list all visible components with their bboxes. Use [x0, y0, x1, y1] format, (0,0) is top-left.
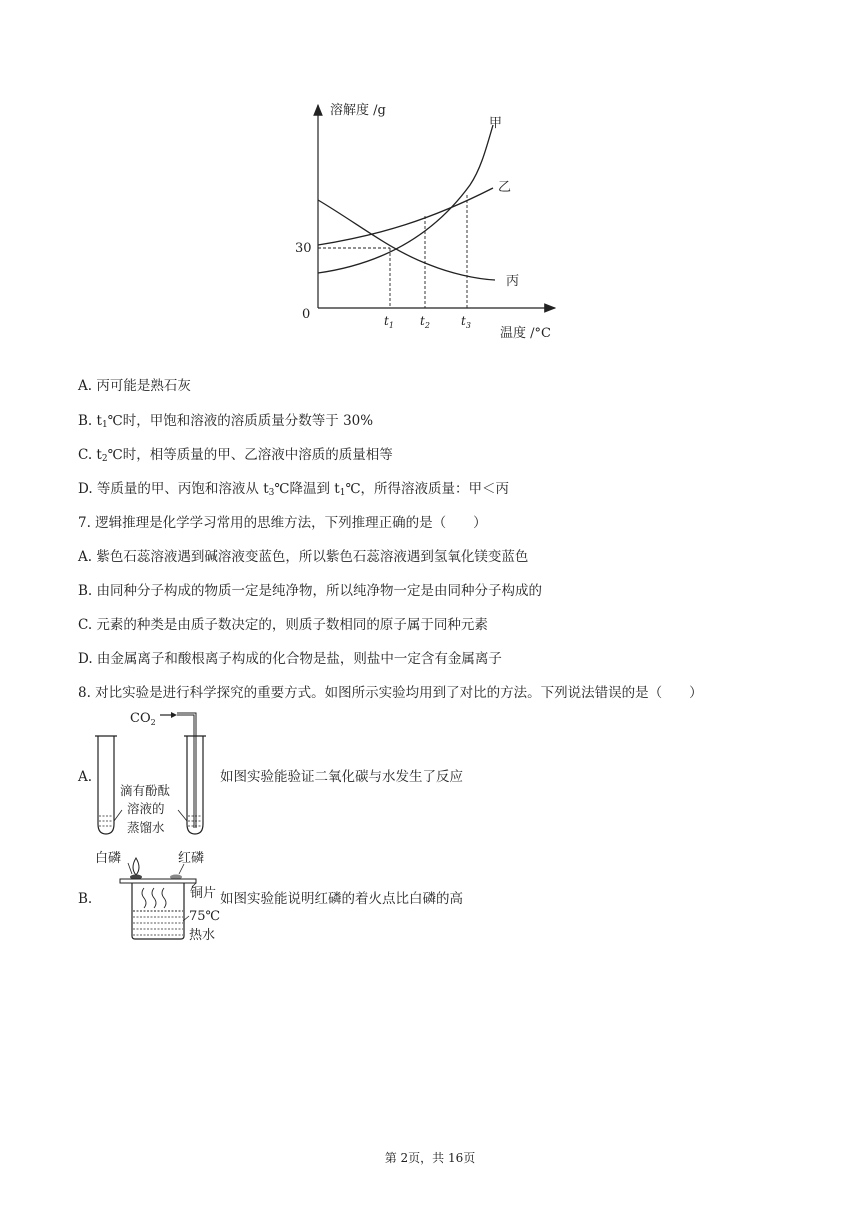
x-tick-t1: $t_1$ [384, 314, 394, 330]
solubility-chart [280, 95, 590, 345]
origin-label: 0 [302, 307, 311, 322]
q8-option-b-letter: B. [78, 891, 93, 907]
x-tick-t2: $t_2$ [420, 314, 430, 330]
q8-stem: 8. 对比实验是进行科学探究的重要方式。如图所示实验均用到了对比的方法。下列说法错误的是（ ） [78, 685, 703, 701]
q6-option-b: B. $t_1℃$时，甲饱和溶液的溶质质量分数等于 30% [78, 413, 374, 430]
label-jia: 甲 [489, 116, 503, 131]
q8-option-b-text: 如图实验能说明红磷的着火点比白磷的高 [220, 891, 463, 907]
y-axis-label: 溶解度 /g [330, 103, 386, 118]
copper-label: 铜片 [190, 886, 217, 901]
copper-plate [120, 879, 196, 883]
q7-option-b: B. 由同种分子构成的物质一定是纯净物，所以纯净物一定是由同种分子构成的 [78, 583, 543, 599]
left-test-tube [98, 736, 114, 834]
figure-phosphorus-beaker [92, 846, 222, 946]
red-p-label: 红磷 [178, 851, 205, 866]
q7-option-c: C. 元素的种类是由质子数决定的，则质子数相同的原子属于同种元素 [78, 617, 488, 633]
liquid-label-2: 溶液的 [127, 801, 165, 816]
temp-label: 75℃ [189, 909, 221, 924]
delivery-tube [177, 714, 195, 828]
figure-co2-test-tubes [92, 706, 217, 838]
page-footer: 第 2页，共 16页 [384, 1151, 476, 1165]
flame-icon [133, 858, 139, 875]
q8-option-a-text: 如图实验能验证二氧化碳与水发生了反应 [220, 769, 463, 785]
q7-stem: 7. 逻辑推理是化学学习常用的思维方法，下列推理正确的是（ ） [78, 515, 487, 531]
label-yi: 乙 [498, 180, 512, 195]
label-bing: 丙 [506, 274, 520, 289]
q6-option-a: A. 丙可能是熟石灰 [78, 378, 191, 394]
water-label: 热水 [189, 928, 216, 943]
q6-option-d: D. 等质量的甲、丙饱和溶液从 $t_3℃$降温到 $t_1℃$，所得溶液质量：甲＜丙 [78, 481, 510, 498]
liquid-label-1: 滴有酚酞 [120, 783, 171, 798]
q6-option-c: C. $t_2℃$时，相等质量的甲、乙溶液中溶质的质量相等 [78, 447, 393, 464]
q7-option-d: D. 由金属离子和酸根离子构成的化合物是盐，则盐中一定含有金属离子 [78, 651, 502, 667]
y-tick-30: 30 [295, 241, 312, 256]
q8-option-a-letter: A. [78, 769, 93, 785]
co2-label: $CO_2$ [130, 711, 156, 727]
x-axis-label: 温度 /°C [500, 326, 551, 341]
x-tick-t3: $t_3$ [461, 314, 471, 330]
white-p-label: 白磷 [95, 851, 122, 866]
liquid-label-3: 蒸馏水 [127, 820, 165, 835]
q7-option-a: A. 紫色石蕊溶液遇到碱溶液变蓝色，所以紫色石蕊溶液遇到氢氧化镁变蓝色 [78, 549, 529, 565]
